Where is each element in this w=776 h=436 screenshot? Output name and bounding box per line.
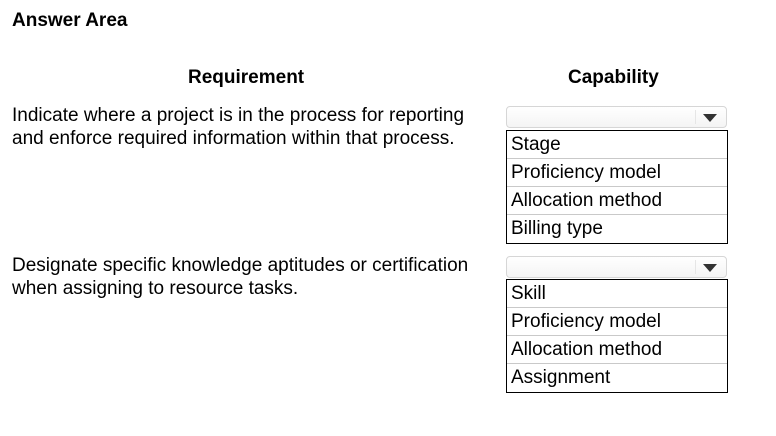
question-2-text	[12, 254, 492, 300]
question-2-text-line-1: Designate specific knowledge aptitudes or certification	[12, 255, 469, 276]
option-assignment[interactable]: Assignment	[511, 367, 611, 388]
question-2-dropdown[interactable]	[506, 256, 727, 278]
question-1-text	[12, 104, 492, 150]
capability-column-header: Capability	[568, 67, 659, 88]
option-allocation-method[interactable]: Allocation method	[507, 336, 727, 364]
dropdown-separator	[695, 260, 696, 274]
option-proficiency-model[interactable]: Proficiency model	[507, 159, 727, 187]
question-2-text-line-2: when assigning to resource tasks.	[12, 278, 299, 299]
chevron-down-icon[interactable]	[703, 114, 717, 122]
question-2-option-list	[506, 279, 728, 393]
dropdown-separator	[695, 110, 696, 124]
question-1-text-line-1: Indicate where a project is in the process for reporting	[12, 105, 465, 126]
option-skill[interactable]: Skill	[507, 280, 727, 308]
question-1-option-list	[506, 130, 728, 244]
answer-area-title: Answer Area	[12, 10, 128, 31]
question-1-dropdown[interactable]	[506, 106, 727, 128]
requirement-column-header: Requirement	[188, 67, 305, 88]
question-1-text-line-2: and enforce required information within that process.	[12, 128, 455, 149]
option-billing-type[interactable]: Billing type	[511, 218, 603, 239]
option-allocation-method[interactable]: Allocation method	[507, 187, 727, 215]
option-stage[interactable]: Stage	[507, 131, 727, 159]
chevron-down-icon[interactable]	[703, 264, 717, 272]
option-proficiency-model[interactable]: Proficiency model	[507, 308, 727, 336]
